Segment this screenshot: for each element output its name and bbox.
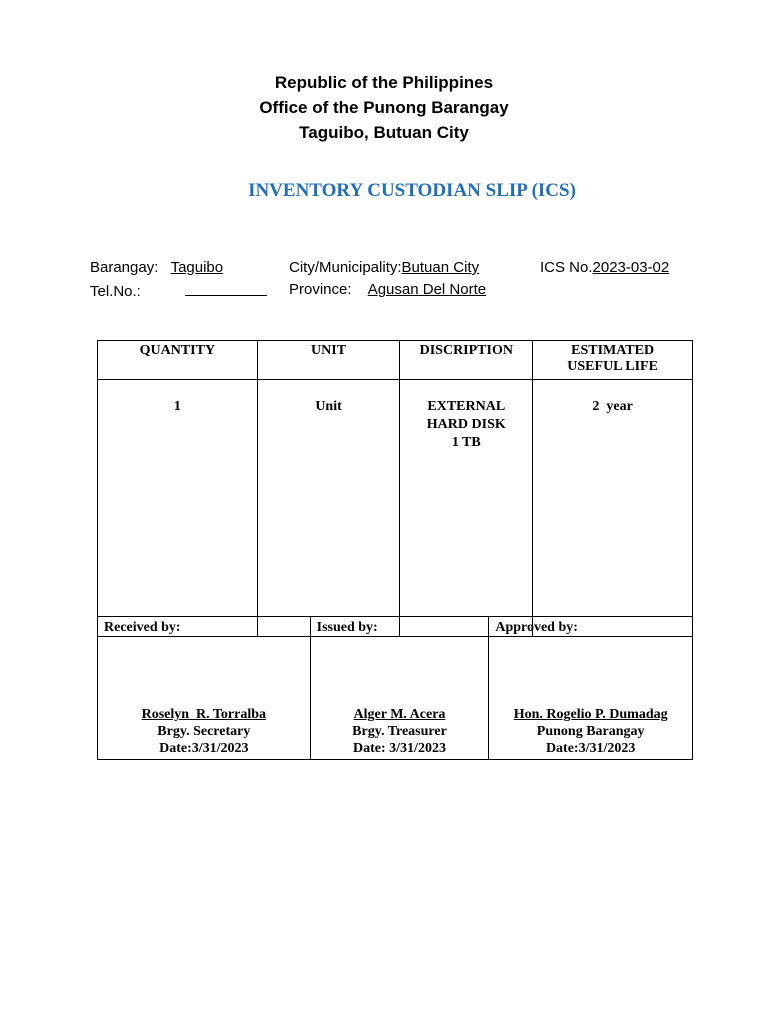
header-description: DISCRIPTION [400, 341, 533, 380]
city-value: Butuan City [401, 259, 480, 276]
approved-by-date: Date:3/31/2023 [545, 741, 636, 756]
received-by-heading: Received by: [104, 620, 181, 635]
items-table [97, 340, 693, 637]
approved-by-heading: Approved by: [495, 620, 578, 635]
cell-useful-life: 2 year [533, 380, 693, 637]
barangay-value: Taguibo [170, 259, 224, 276]
approved-by-name: Hon. Rogelio P. Dumadag [513, 707, 668, 722]
province-field [289, 281, 486, 298]
received-by-block [98, 706, 310, 757]
document-header [0, 70, 768, 145]
barangay-label: Barangay: [90, 259, 159, 276]
issued-by-cell [310, 617, 489, 760]
header-location: Taguibo, Butuan City [299, 123, 469, 142]
ics-field [540, 259, 669, 276]
header-unit: UNIT [257, 341, 400, 380]
ics-label: ICS No. [540, 259, 593, 276]
tel-field [90, 281, 267, 300]
issued-by-position: Brgy. Treasurer [352, 724, 447, 739]
cell-description [400, 380, 533, 637]
header-quantity: QUANTITY [98, 341, 258, 380]
approved-by-cell [489, 617, 693, 760]
city-field [289, 259, 479, 276]
province-label: Province: [289, 281, 352, 298]
received-by-name: Roselyn R. Torralba [141, 707, 267, 722]
description-line: 1 TB [451, 435, 481, 450]
province-value: Agusan Del Norte [367, 281, 487, 298]
tel-blank [185, 281, 267, 296]
received-by-cell [98, 617, 311, 760]
cell-quantity: 1 [98, 380, 258, 637]
cell-unit: Unit [257, 380, 400, 637]
table-header-row [98, 341, 693, 380]
signatories-row [98, 617, 693, 760]
received-by-position: Brgy. Secretary [157, 724, 251, 739]
issued-by-block [311, 706, 489, 757]
received-by-date: Date:3/31/2023 [159, 741, 249, 756]
approved-by-block [489, 706, 692, 757]
approved-by-position: Punong Barangay [536, 724, 645, 739]
issued-by-name: Alger M. Acera [353, 707, 446, 722]
signatories-table [97, 616, 693, 760]
header-estimated: ESTIMATED [571, 343, 655, 358]
issued-by-heading: Issued by: [316, 620, 378, 635]
tel-label: Tel.No.: [90, 283, 141, 300]
header-useful-life [533, 341, 693, 380]
header-republic: Republic of the Philippines [274, 73, 494, 92]
table-row [98, 380, 693, 637]
description-line: HARD DISK [426, 417, 506, 432]
header-useful-life-text: USEFUL LIFE [567, 359, 658, 374]
description-line: EXTERNAL [427, 399, 506, 414]
document-title: INVENTORY CUSTODIAN SLIP (ICS) [248, 180, 576, 201]
barangay-field [90, 259, 223, 276]
ics-value: 2023-03-02 [592, 259, 670, 276]
header-office: Office of the Punong Barangay [259, 98, 509, 117]
city-label: City/Municipality: [289, 259, 402, 276]
issued-by-date: Date: 3/31/2023 [353, 741, 446, 756]
